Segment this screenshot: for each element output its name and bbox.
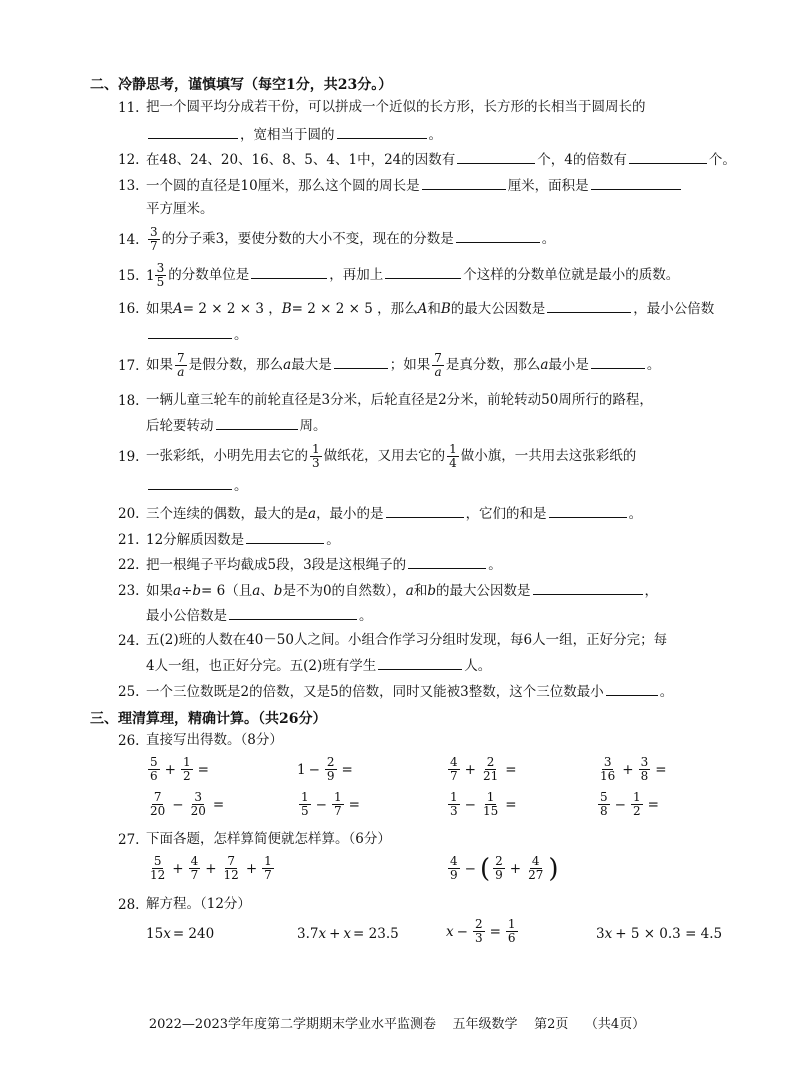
q27-number: 27. [118,832,140,848]
var-A: A [173,301,183,317]
calc-item: $\frac{4}{7}$ + $\frac{2}{21}$ = [450,755,517,783]
answer-blank[interactable] [549,504,627,518]
q11-line2 [146,125,442,144]
q23-text: = 6（且 [201,583,253,599]
q14-number: 14. [118,232,140,248]
q17-text: 最小是 [548,357,589,373]
q23-line2 [146,606,373,625]
q16-text: 的最大公因数是 [450,301,546,317]
q13-line2 [146,200,214,218]
q18-line1 [146,391,653,409]
fraction: $\frac{7}{a}$ [434,351,442,379]
answer-blank[interactable] [591,176,681,190]
q18-number: 18. [118,393,140,409]
var-B: B [281,301,292,317]
q12-text: 个。 [708,152,736,168]
q20-number: 20. [118,506,140,522]
q16-line2 [146,325,248,344]
equation-item: x − $\frac{2}{3}$ = $\frac{1}{6}$ [446,917,516,945]
var-a: a [308,506,317,522]
q25-text: 。 [659,684,674,700]
q23-text: ÷ [181,583,193,599]
fraction: $\frac{3}{7}$ [150,225,158,253]
page-footer: 2022—2023学年度第二学期期末学业水平监测卷 五年级数学 第2页 （共4页） [148,1017,646,1032]
answer-blank[interactable] [547,299,631,313]
answer-blank[interactable] [251,265,327,279]
q21-line [146,530,340,549]
calc-item: $\frac{5}{6}$ + $\frac{1}{2}$ = [150,755,209,783]
var-a: a [283,357,292,373]
answer-blank[interactable] [408,555,486,569]
calc-item: $\frac{1}{3}$ − $\frac{1}{15}$ = [450,790,517,818]
q25-text: 一个三位数既是2的倍数，又是5的倍数，同时又能被3整数，这个三位数最小 [146,684,604,700]
var-a: a [173,583,182,599]
answer-blank[interactable] [386,504,464,518]
q13-text: 一个圆的直径是10厘米，那么这个圆的周长是 [146,178,420,194]
q15-text: 个这样的分数单位就是最小的质数。 [463,267,680,283]
q23-text: 。 [359,608,373,624]
q17-number: 17. [118,358,140,374]
q11-text: 把一个圆平均分成若干份，可以拼成一个近似的长方形，长方形的长相当于圆周长的 [146,99,646,115]
q15-number: 15. [118,268,140,284]
answer-blank[interactable] [422,176,506,190]
fraction: $\frac{7}{a}$ [177,351,185,379]
answer-blank[interactable] [606,682,658,696]
q23-text: 最小公倍数是 [146,608,227,624]
q25-line [146,682,673,701]
var-B: B [440,301,451,317]
q22-line [146,555,502,574]
q24-text: 4人一组，也正好分完。五(2)班有学生 [146,658,377,674]
q23-text: 、 [260,583,274,599]
section2-title: 二、冷静思考，谨慎填写（每空1分，共23分。） [90,77,393,93]
answer-blank[interactable] [337,125,427,139]
q24-line1 [146,631,667,649]
answer-blank[interactable] [629,150,707,164]
q17-line [146,350,660,380]
q14-text: 的分子乘3，要使分数的大小不变，现在的分数是 [161,231,454,247]
answer-blank[interactable] [457,150,535,164]
equation-item: 15 x = 240 [146,926,215,942]
q12-text: 个，4的倍数有 [537,152,627,168]
q17-text: 是假分数，那么 [188,357,284,373]
q17-text: 如果 [146,357,173,373]
equation-item: 3 x + 5 × 0.3 = 4.5 [596,926,723,942]
q19-text: 一张彩纸，小明先用去它的 [146,448,308,464]
q18-text: 后轮要转动 [146,418,214,434]
fraction: $\frac{1}{4}$ [449,442,457,470]
q21-text: 。 [326,532,340,548]
q23-text: 和 [413,583,428,599]
q19-line1 [146,441,636,471]
var-a: a [252,583,261,599]
q24-line2 [146,656,491,675]
q23-text: 如果 [146,583,173,599]
q14-text: 。 [541,231,556,247]
q26-number: 26. [118,733,140,749]
answer-blank[interactable] [229,606,357,620]
section3-title: 三、理清算理，精确计算。（共26分） [90,711,327,727]
var-a: a [540,357,549,373]
q28-label: 解方程。（12分） [146,896,251,912]
q12-line [146,150,736,169]
var-b: b [273,583,283,599]
equation-item: 3.7 x + x = 23.5 [297,926,399,942]
q19-number: 19. [118,449,140,465]
q16-line1 [146,299,714,318]
q12-number: 12. [118,152,140,168]
q24-text: 人。 [464,658,492,674]
q23-text: 是不为0的自然数）， [282,583,406,599]
q28-number: 28. [118,897,140,913]
answer-blank[interactable] [533,581,643,595]
q16-text: ，最小公倍数 [633,301,715,317]
q23-line1 [146,581,658,600]
calc-item: $\frac{5}{8}$ − $\frac{1}{2}$ = [600,790,659,818]
q24-number: 24. [118,633,140,649]
q16-text: = 2 × 2 × 5 ，那么 [291,301,418,317]
q16-text: 。 [234,327,248,343]
q20-text: 三个连续的偶数，最大的是 [146,506,308,522]
answer-blank[interactable] [591,355,645,369]
q11-text: 。 [428,127,442,143]
q15-text: ，再加上 [329,267,384,283]
answer-blank[interactable] [378,656,462,670]
q15-text: 的分数单位是 [168,267,250,283]
q20-line [146,504,642,523]
q21-number: 21. [118,532,140,548]
q22-text: 。 [488,557,502,573]
q16-number: 16. [118,301,140,317]
q16-text: = 2 × 2 × 3 ， [182,301,282,317]
q17-text: 是真分数，那么 [445,357,541,373]
q23-text: 的最大公因数是 [436,583,531,599]
q18-text: 一辆儿童三轮车的前轮直径是3分米，后轮直径是2分米，前轮转动50周所行的路程， [146,392,653,408]
q13-number: 13. [118,178,140,194]
q19-text: 做纸花，又用去它的 [323,448,446,464]
q25-number: 25. [118,684,140,700]
q12-text: 在48、24、20、16、8、5、4、1中，24的因数有 [146,152,456,168]
var-a: a [405,583,414,599]
q13-text: 厘米，面积是 [507,178,589,194]
answer-blank[interactable] [246,530,324,544]
simplify-item: $\frac{4}{9}$ − ( $\frac{2}{9}$ + $\frac{4}{27}$ ) [450,853,559,884]
q26-label: 直接写出得数。（8分） [146,732,283,748]
q20-text: ，最小的是 [316,506,384,522]
q19-text: 。 [234,478,248,494]
q17-text: 最大是 [291,357,332,373]
calc-item: 1 − $\frac{2}{9}$ = [297,755,353,783]
answer-blank[interactable] [148,476,232,490]
q11-line1 [146,98,646,116]
answer-blank[interactable] [216,416,298,430]
q22-text: 把一根绳子平均截成5段，3段是这根绳子的 [146,557,407,573]
q22-number: 22. [118,557,140,573]
q23-number: 23. [118,583,140,599]
q16-text: 如果 [146,301,173,317]
mixed-number: 1 $\frac{3}{5}$ [146,261,165,289]
q20-text: ，它们的和是 [465,506,547,522]
q18-line2 [146,416,327,435]
calc-item: $\frac{7}{20}$ − $\frac{3}{20}$ = [150,790,225,818]
var-b: b [427,583,437,599]
var-b: b [192,583,202,599]
fraction: $\frac{1}{3}$ [312,442,320,470]
q15-line [146,260,679,291]
q13-line1 [146,176,683,195]
var-A: A [417,301,428,317]
q19-line2 [146,476,248,495]
q17-text: ；如果 [389,357,431,373]
answer-blank[interactable] [148,325,232,339]
calc-item: $\frac{1}{5}$ − $\frac{1}{7}$ = [301,790,360,818]
q14-line [146,224,555,254]
q11-number: 11. [118,100,140,116]
q23-text: ， [644,583,659,599]
calc-item: $\frac{3}{16}$ + $\frac{3}{8}$ = [600,755,667,783]
answer-blank[interactable] [148,125,238,139]
q21-text: 12分解质因数是 [146,532,245,548]
simplify-item: $\frac{5}{12}$ + $\frac{4}{7}$ + $\frac{7}{12}$ + $\frac{1}{7}$ [150,854,272,882]
answer-blank[interactable] [385,265,461,279]
q11-text: ，宽相当于圆的 [240,127,335,143]
q19-text: 做小旗，一共用去这张彩纸的 [460,448,637,464]
q20-text: 。 [628,506,643,522]
q16-text: 和 [427,301,441,317]
q24-text: 五(2)班的人数在40－50人之间。小组合作学习分组时发现，每6人一组，正好分完；每 [146,632,668,648]
q17-text: 。 [646,357,661,373]
q13-text: 平方厘米。 [146,201,214,217]
answer-blank[interactable] [334,355,388,369]
answer-blank[interactable] [456,229,540,243]
q18-text: 周。 [299,418,327,434]
q27-label: 下面各题，怎样算简便就怎样算。（6分） [146,831,391,847]
